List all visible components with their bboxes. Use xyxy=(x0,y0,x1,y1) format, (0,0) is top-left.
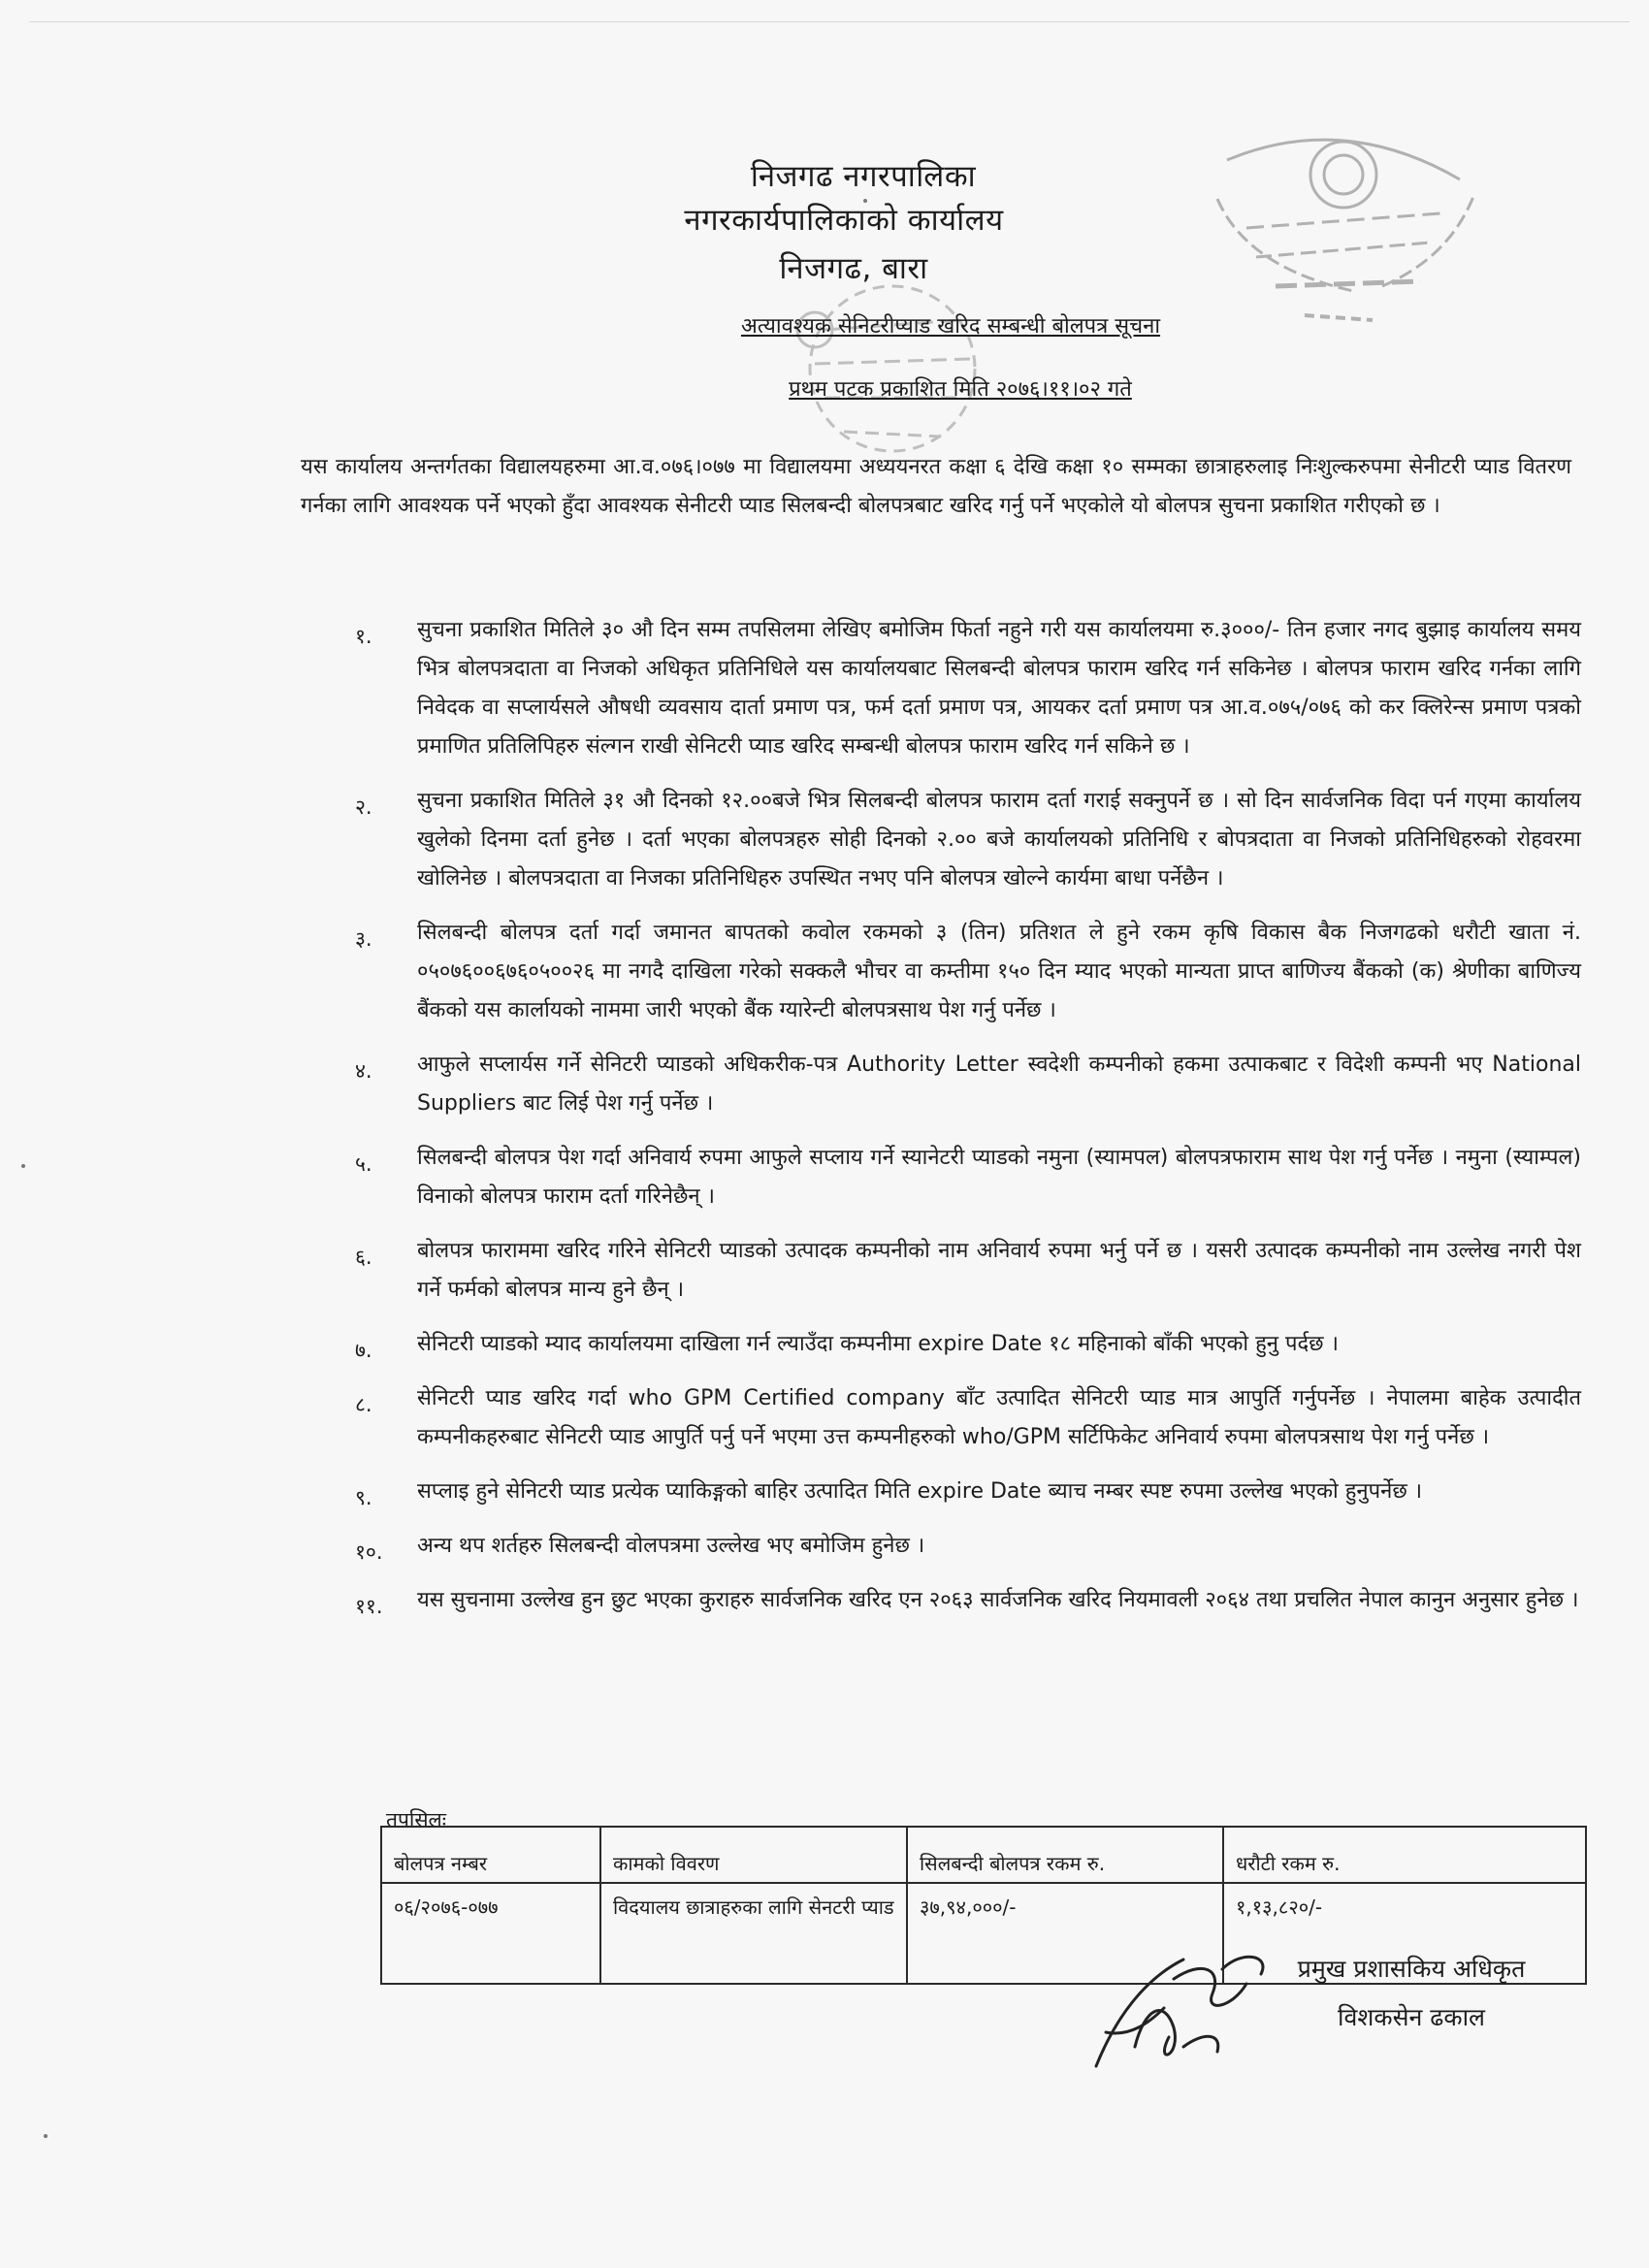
condition-number: ४. xyxy=(355,1059,372,1083)
condition-number: ११. xyxy=(355,1595,383,1618)
table-cell: विदयालय छात्राहरुका लागि सेनटरी प्याड xyxy=(600,1883,907,1984)
header-municipality: निजगढ नगरपालिका xyxy=(750,159,977,194)
condition-number: १०. xyxy=(355,1540,383,1564)
publication-date: प्रथम पटक प्रकाशित मिति २०७६।११।०२ गते xyxy=(789,377,1132,402)
condition-item xyxy=(340,1527,1581,1566)
column-header: सिलबन्दी बोलपत्र रकम रु. xyxy=(907,1827,1223,1883)
notice-subject: अत्यावश्यक सेनिटरीप्याड खरिद सम्बन्धी बोलपत्र सूचना xyxy=(740,314,1161,339)
condition-text: सुचना प्रकाशित मितिले ३० औ दिन सम्म तपसिलमा लेखिए बमोजिम फिर्ता नहुने गरी यस कार्यालयमा रु.३०००/- तिन हजार नगद बुझाइ कार्यालय समय भित्र बोलपत्रदाता वा निजको अधिकृत प्रतिनिधिले यस कार्यालयबाट सिलबन्दी बोलपत्र फाराम खरिद गर्न सकिनेछ । बोलपत्र फाराम खरिद गर्नका लागि निवेदक वा सप्लार्यसले औषधी व्यवसाय दार्ता प्रमाण पत्र, फर्म दर्ता प्रमाण पत्र, आयकर दर्ता प्रमाण पत्र आ.व.०७५/०७६ को कर क्लिरेन्स प्रमाण पत्रको प्रमाणित प्रतिलिपिहरु संल्गन राखी सेनिटरी प्याड खरिद सम्बन्धी बोलपत्र फाराम खरिद गर्न सकिने छ । xyxy=(417,618,1581,759)
condition-number: ६. xyxy=(355,1246,372,1269)
condition-number: २. xyxy=(355,795,372,819)
condition-item xyxy=(340,1325,1581,1364)
condition-item xyxy=(340,1379,1581,1457)
condition-text: आफुले सप्लार्यस गर्ने सेनिटरी प्याडको अधिकरीक-पत्र Authority Letter स्वदेशी कम्पनीको हकमा उत्पाकबाट र विदेशी कम्पनी भए National Suppliers बाट लिई पेश गर्नु पर्नेछ । xyxy=(417,1053,1581,1116)
condition-item xyxy=(340,1139,1581,1216)
condition-item xyxy=(340,1232,1581,1310)
intro-paragraph: यस कार्यालय अन्तर्गतका विद्यालयहरुमा आ.व.०७६।०७७ मा विद्यालयमा अध्ययनरत कक्षा ६ देखि कक्षा १० सम्मका छात्राहरुलाइ निःशुल्करुपमा सेनीटरी प्याड वितरण गर्नका लागि आवश्यक पर्ने भएको हुँदा आवश्यक सेनीटरी प्याड सिलबन्दी बोलपत्रबाट खरिद गर्नु पर्ने भएकोले यो बोलपत्र सुचना प्रकाशित गरीएको छ । xyxy=(301,455,1571,518)
column-header: कामको विवरण xyxy=(600,1827,907,1883)
condition-number: ३. xyxy=(355,927,372,951)
condition-text: यस सुचनामा उल्लेख हुन छुट भएका कुराहरु सार्वजनिक खरिद एन २०६३ सार्वजनिक खरिद नियमावली २०६४ तथा प्रचलित नेपाल कानुन अनुसार हुनेछ । xyxy=(417,1588,1579,1612)
column-header: बोलपत्र नम्बर xyxy=(381,1827,600,1883)
table-cell: ३७,९४,०००/- xyxy=(907,1883,1223,1984)
schedule-label: तपसिलः xyxy=(386,1808,447,1831)
condition-text: बोलपत्र फाराममा खरिद गरिने सेनिटरी प्याडको उत्पादक कम्पनीको नाम अनिवार्य रुपमा भर्नु पर्ने छ । यसरी उत्पादक कम्पनीको नाम उल्लेख नगरी पेश गर्ने फर्मको बोलपत्र मान्य हुने छैन् । xyxy=(417,1239,1581,1302)
condition-number: ७. xyxy=(355,1339,372,1362)
condition-text: सुचना प्रकाशित मितिले ३१ औ दिनको १२.००बजे भित्र सिलबन्दी बोलपत्र फाराम दर्ता गराई सक्नुपर्ने छ । सो दिन सार्वजनिक विदा पर्न गएमा कार्यालय खुलेको दिनमा दर्ता हुनेछ । दर्ता भएका बोलपत्रहरु सोही दिनको २.०० बजे कार्यालयको प्रतिनिधि र बोपत्रदाता वा निजको प्रतिनिधिहरुको रोहवरमा खोलिनेछ । बोलपत्रदाता वा निजका प्रतिनिधिहरु उपस्थित नभए पनि बोलपत्र खोल्ने कार्यमा बाधा पर्नेछैन । xyxy=(417,789,1581,891)
condition-text: सेनिटरी प्याडको म्याद कार्यालयमा दाखिला गर्न ल्याउँदा कम्पनीमा expire Date १८ महिनाको बाँकी भएको हुनु पर्दछ । xyxy=(417,1332,1339,1356)
condition-item xyxy=(340,1581,1581,1620)
scan-speck xyxy=(44,2134,48,2138)
signatory-title: प्रमुख प्रशासकिय अधिकृत xyxy=(1297,1955,1526,1983)
condition-text: सप्लाइ हुने सेनिटरी प्याड प्रत्येक प्याकिङ्गको बाहिर उत्पादित मिति expire Date ब्याच नम्बर स्पष्ट रुपमा उल्लेख भएको हुनुपर्नेछ । xyxy=(417,1479,1423,1504)
condition-item xyxy=(340,782,1581,898)
page-edge xyxy=(29,21,1630,22)
condition-text: सिलबन्दी बोलपत्र पेश गर्दा अनिवार्य रुपमा आफुले सप्लाय गर्ने स्यानेटरी प्याडको नमुना (स्यामपल) बोलपत्रफाराम साथ पेश गर्नु पर्नेछ । नमुना (स्याम्पल) विनाको बोलपत्र फाराम दर्ता गरिनेछैन् । xyxy=(417,1146,1581,1209)
condition-item xyxy=(340,1046,1581,1123)
condition-item xyxy=(340,611,1581,766)
header-location: निजगढ, बारा xyxy=(779,251,928,286)
signatory-name: विशकसेन ढकाल xyxy=(1338,2003,1485,2031)
condition-text: अन्य थप शर्तहरु सिलबन्दी वोलपत्रमा उल्लेख भए बमोजिम हुनेछ । xyxy=(417,1534,925,1558)
header-office: नगरकार्यपालिकाको कार्यालय xyxy=(684,203,1004,238)
condition-text: सेनिटरी प्याड खरिद गर्दा who GPM Certified company बाँट उत्पादित सेनिटरी प्याड मात्र आपुर्ति गर्नुपर्नेछ । नेपालमा बाहेक उत्पादीत कम्पनीकहरुबाट सेनिटरी प्याड आपुर्ति पर्नु पर्ने भएमा उत्त कम्पनीहरुको who/GPM सर्टिफिकेट अनिवार्य रुपमा बोलपत्रसाथ पेश गर्नु पर्नेछ । xyxy=(417,1386,1581,1449)
condition-number: १. xyxy=(355,625,372,648)
condition-text: सिलबन्दी बोलपत्र दर्ता गर्दा जमानत बापतको कवोल रकमको ३ (तिन) प्रतिशत ले हुने रकम कृषि विकास बैक निजगढको धरौटी खाता नं. ०५०७६००६७६०५००२६ मा नगदै दाखिला गरेको सक्कलै भौचर वा कम्तीमा १५० दिन म्याद भएको मान्यता प्राप्त बाणिज्य बैंकको (क) श्रेणीका बाणिज्य बैंकको यस कार्लायको नाममा जारी भएको बैंक ग्यारेन्टी बोलपत्रसाथ पेश गर्नु पर्नेछ । xyxy=(417,921,1581,1022)
scan-speck xyxy=(863,199,867,203)
condition-number: ५. xyxy=(355,1152,372,1176)
conditions-list xyxy=(340,611,1581,1636)
condition-item xyxy=(340,914,1581,1030)
column-header: धरौटी रकम रु. xyxy=(1223,1827,1586,1883)
condition-number: ८. xyxy=(355,1393,372,1416)
condition-number: ९. xyxy=(355,1486,372,1509)
table-cell: ०६/२०७६-०७७ xyxy=(381,1883,600,1984)
table-cell: १,१३,८२०/- xyxy=(1223,1883,1586,1984)
condition-item xyxy=(340,1473,1581,1511)
scan-speck xyxy=(21,1164,25,1168)
table-header-row xyxy=(381,1827,1586,1883)
